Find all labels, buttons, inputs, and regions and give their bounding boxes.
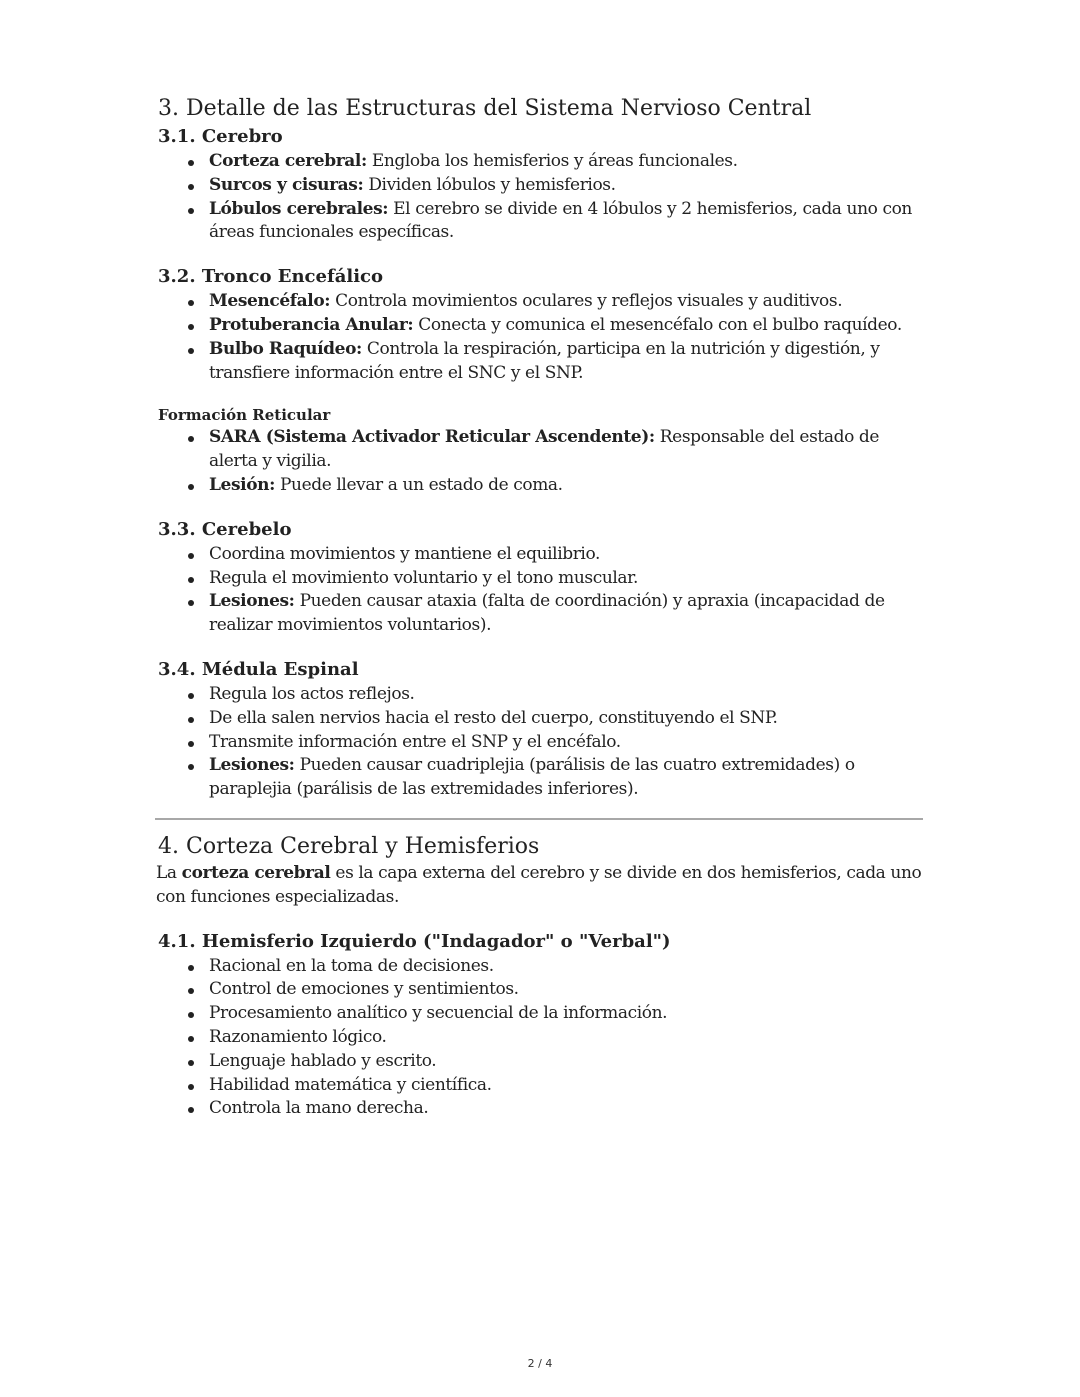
list-item: Racional en la toma de decisiones. (209, 955, 924, 979)
list-item: Lesiones: Pueden causar ataxia (falta de coordinación) y apraxia (incapacidad de realizar movimientos voluntarios). (209, 590, 924, 638)
list-item: Lenguaje hablado y escrito. (209, 1050, 924, 1074)
medula-list (158, 683, 924, 802)
list-item: Mesencéfalo: Controla movimientos oculares y reflejos visuales y auditivos. (209, 290, 924, 314)
hemisferio-izquierdo-list (158, 955, 924, 1122)
list-item: Surcos y cisuras: Dividen lóbulos y hemisferios. (209, 174, 924, 198)
section-4-heading: 4. Corteza Cerebral y Hemisferios (158, 833, 540, 859)
section-4-intro: La corteza cerebral es la capa externa del cerebro y se divide en dos hemisferios, cada uno con funciones especializadas. (156, 862, 922, 907)
subsection-3-1-heading: 3.1. Cerebro (158, 126, 283, 147)
subsection-3-2-heading: 3.2. Tronco Encefálico (158, 266, 384, 288)
list-item: SARA (Sistema Activador Reticular Ascendente): Responsable del estado de alerta y vigilia. (209, 426, 924, 474)
list-item: Procesamiento analítico y secuencial de la información. (209, 1002, 924, 1026)
list-item: Lesión: Puede llevar a un estado de coma. (209, 474, 924, 498)
list-item: Transmite información entre el SNP y el encéfalo. (209, 731, 924, 755)
list-item: Habilidad matemática y científica. (209, 1074, 924, 1098)
list-item: Controla la mano derecha. (209, 1097, 924, 1121)
formacion-reticular-heading: Formación Reticular (158, 406, 331, 425)
page-number: 2 / 4 (527, 1357, 553, 1370)
list-item: Regula el movimiento voluntario y el tono muscular. (209, 567, 924, 591)
subsection-4-1-heading: 4.1. Hemisferio Izquierdo ("Indagador" o "Verbal") (158, 930, 671, 952)
subsection-3-3-heading: 3.3. Cerebelo (158, 518, 292, 540)
list-item: Coordina movimientos y mantiene el equilibrio. (209, 543, 924, 567)
list-item: Regula los actos reflejos. (209, 683, 924, 707)
list-item: Control de emociones y sentimientos. (209, 978, 924, 1002)
list-item: Lóbulos cerebrales: El cerebro se divide en 4 lóbulos y 2 hemisferios, cada uno con áreas funcionales específicas. (209, 198, 924, 246)
subsection-3-4-heading: 3.4. Médula Espinal (158, 658, 359, 680)
section-3-heading: 3. Detalle de las Estructuras del Sistema Nervioso Central (158, 96, 812, 121)
list-item: Lesiones: Pueden causar cuadriplejia (parálisis de las cuatro extremidades) o paraplejia (parálisis de las extremidades inferiores). (209, 754, 924, 802)
list-item: Razonamiento lógico. (209, 1026, 924, 1050)
section-divider (155, 818, 923, 820)
formacion-list (158, 426, 924, 497)
tronco-list (158, 290, 924, 385)
list-item: Bulbo Raquídeo: Controla la respiración, participa en la nutrición y digestión, y transfiere información entre el SNC y el SNP. (209, 338, 924, 386)
list-item: De ella salen nervios hacia el resto del cuerpo, constituyendo el SNP. (209, 707, 924, 731)
list-item: Corteza cerebral: Engloba los hemisferios y áreas funcionales. (209, 150, 924, 174)
cerebro-list (158, 150, 924, 245)
list-item: Protuberancia Anular: Conecta y comunica el mesencéfalo con el bulbo raquídeo. (209, 314, 924, 338)
document-page (158, 94, 924, 1121)
cerebelo-list (158, 543, 924, 638)
